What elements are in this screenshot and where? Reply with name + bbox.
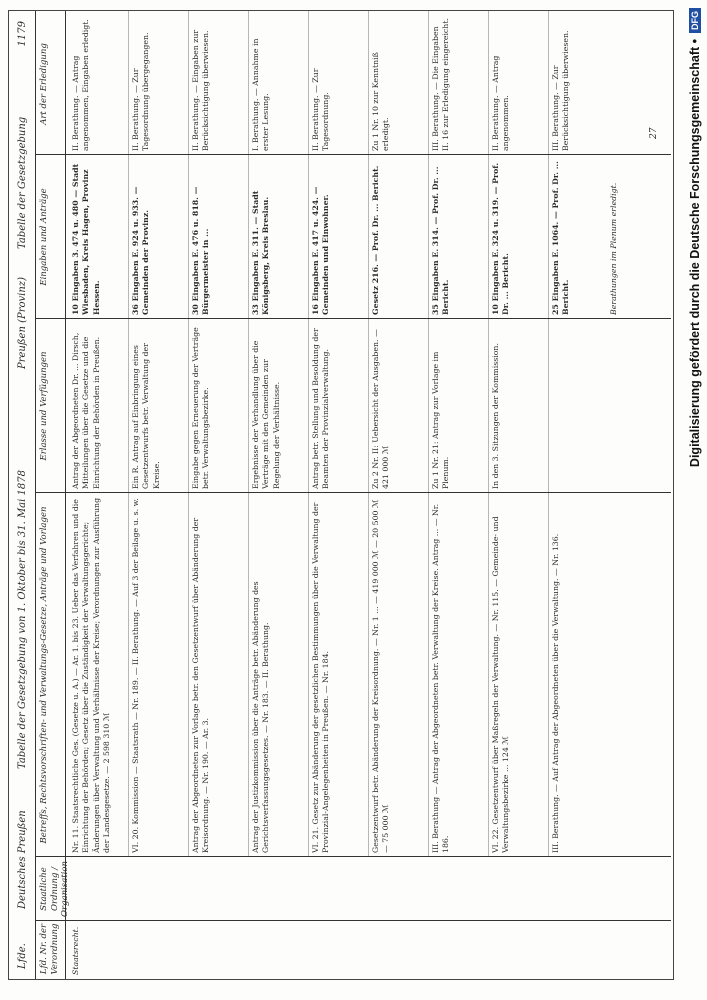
table-cell-c4: Antrag der Abgeordneten Dr. ... Dirsch, Mitteilungen über die Gesetze und die Einrichtung der Behörden in Preußen. — [71, 332, 101, 489]
table-cell-c4: In den 3. Sitzungen der Kommission. — [491, 343, 500, 489]
table-cell-c3: Antrag der Abgeordneten zur Vorlage betr. den Gesetzentwurf über Abänderung der Kreisordnung. — Nr. 190. — Ar. 3. — [191, 517, 211, 853]
col-head-6: Art der Erledigung — [39, 43, 49, 125]
header-state: Deutsches Preußen — [17, 810, 28, 909]
rule — [35, 11, 36, 979]
table-cell-c5: 36 Eingaben E. 924 u. 933. — Gemeinden der Provinz. — [131, 186, 151, 315]
table-cell-c4: Zu 2 Nr. II: Uebersicht der Ausgaben. — 421 000 ℳ — [371, 329, 391, 489]
page-number-bottom: 27 — [649, 127, 659, 139]
table-cell-c5: 16 Eingaben E. 417 u. 424. — Gemeinden und Einwohner. — [311, 186, 331, 315]
table-cell-c6: II. Berathung. — Zur Tagesordnung. — [311, 68, 331, 151]
row-rule — [548, 11, 549, 857]
header-left: Lfde. — [17, 943, 28, 969]
row-rule — [488, 11, 489, 857]
col-head-4: Erlasse und Verfügungen — [39, 351, 49, 461]
col-rule — [35, 920, 671, 921]
table-cell-c3: VI. 21. Gesetz zur Abänderung der gesetzlichen Bestimmungen über die Verwaltung der Provinzial-Angelegenheiten in Preußen. — Nr. 184. — [311, 502, 331, 853]
table-cell-c3: Antrag der Justizkommission über die Anträge betr. Abänderung des Gerichtsverfassungsgesetzes. — Nr. 183. — II. Berathung. — [251, 581, 271, 853]
table-cell-c6: II. Berathung. — Antrag angenommen, Eingaben erledigt. — [71, 19, 91, 151]
table-cell-c4: Zu 1 Nr. 21: Antrag zur Vorlage im Plenum. — [431, 351, 451, 489]
row-rule — [188, 11, 189, 857]
row-label: Staatsrecht. — [71, 926, 80, 975]
table-cell-c5: 10 Eingaben 3. 474 u. 480 — Stadt Wiesbaden, Kreis Hagen, Provinz Hessen. — [71, 163, 101, 315]
table-cell-c3: Gesetzentwurf betr. Abänderung der Kreisordnung. — Nr. 1 ... — 419 000 ℳ — 20 500 ℳ — 75 000 ℳ — [371, 499, 391, 853]
header-page: 1179 — [17, 21, 28, 47]
table-cell-c4: Antrag betr. Stellung und Besoldung der Beamten der Provinzialverwaltung. — [311, 328, 331, 489]
table-cell-c3: III. Berathung — Antrag der Abgeordneten betr. Verwaltung der Kreise. Antrag ... — Nr. 186. — [431, 503, 451, 853]
rule — [65, 11, 66, 979]
table-cell-c6: II. Berathung. — Zur Tagesordnung übergegangen. — [131, 32, 151, 151]
table-cell-c6: II. Berathung. — Antrag angenommen. — [491, 55, 511, 151]
row-rule — [428, 11, 429, 857]
table-cell-c4: Ein R. Antrag auf Einbringung eines Gesetzentwurfs betr. Verwaltung der Kreise. — [131, 343, 161, 489]
table-cell-c6: III. Berathung. — Zur Berücksichtigung überwiesen. — [551, 30, 571, 151]
table-cell-c6: Zu 1 Nr. 10 zur Kenntniß erledigt. — [371, 52, 391, 151]
header-title: Tabelle der Gesetzgebung von 1. Oktober bis 31. Mai 1878 — [17, 470, 28, 769]
table-cell-c5: Gesetz 216. — Prof. Dr. ... Bericht. — [371, 165, 380, 315]
table-cell-c3: VI. 20. Kommission — Staatsrath — Nr. 189. — II. Berathung. — Auf 3 der Beilage u. s. w. — [131, 498, 140, 853]
table-cell-c5: 10 Eingaben E. 324 u. 319. — Prof. Dr. ... Bericht. — [491, 162, 511, 315]
dfg-logo-icon: DFG — [689, 8, 701, 33]
table-header-line — [13, 21, 35, 969]
row-rule — [368, 11, 369, 857]
col-head-1: Lfd. Nr. der Verordnung — [39, 923, 60, 975]
dfg-watermark-text: Digitalisierung gefördert durch die Deutsche Forschungsgemeinschaft • — [688, 39, 702, 468]
row-rule — [248, 11, 249, 857]
dfg-watermark-band — [683, 0, 707, 1000]
table-frame — [8, 10, 674, 980]
dfg-watermark — [683, 0, 707, 1000]
table-cell-c3: III. Berathung. — Auf Antrag der Abgeordneten über die Verwaltung. — Nr. 136. — [551, 533, 560, 853]
row-rule — [128, 11, 129, 857]
footer-note: Berathungen im Plenum erledigt. — [609, 182, 618, 315]
header-mid: Preußen (Provinz) — [17, 277, 28, 369]
table-cell-c4 — [551, 323, 605, 489]
table-cell-c6: I. Berathung. — Annahme in erster Lesung. — [251, 38, 271, 151]
col-head-5: Eingaben und Anträge — [39, 188, 49, 286]
col-rule — [35, 492, 671, 493]
table-cell-c3: VI. 22. Gesetzentwurf über Maßregeln der Verwaltung. — Nr. 115. — Gemeinde- und Verwaltungsbezirke ... 124 ℳ — [491, 516, 511, 853]
table-cell-c3: Nr. 11. Staatsrechtliche Ges. (Gesetze u. A.) — Ar. 1. bis 23. Ueber das Verfahren und die Einrichtung der Behörden; Gesetz über die Zuständigkeit der Verwaltungsgerichte; Änderungen über Verwaltung und Verhältnisse der Kreise; Verordnungen zur Ausführung der Landesgesetze. — 2 598 310 ℳ — [71, 497, 111, 853]
col-head-2: Staatliche Ordnung / Organisation — [39, 861, 71, 917]
row-rule — [308, 11, 309, 857]
col-rule — [35, 154, 671, 155]
table-cell-c5: 33 Eingaben E. 311. — Stadt Königsberg, Kreis Breslau. — [251, 190, 271, 315]
table-cell-c5: 30 Eingaben E. 476 u. 818. — Bürgermeister in ... — [191, 186, 211, 315]
table-cell-c6: III. Berathung. — Die Eingaben II. 16 zur Erledigung eingereicht. — [431, 18, 451, 151]
col-rule — [35, 318, 671, 319]
col-rule — [35, 856, 671, 857]
table-cell-c4: Ergebnisse der Verhandlung über die Verträge mit den Gemeinden zur Regelung der Verhältnisse. — [251, 340, 281, 489]
table-cell-c6: II. Berathung. — Eingaben zur Berücksichtigung überwiesen. — [191, 29, 211, 151]
table-cell-c5: 35 Eingaben E. 314. — Prof. Dr. ... Bericht. — [431, 166, 451, 315]
header-right-title: Tabelle der Gesetzgebung — [17, 116, 28, 249]
table-cell-c5: 25 Eingaben E. 1064. — Prof. Dr. ... Bericht. — [551, 161, 571, 315]
col-head-3: Betreffs, Rechtsvorschriften- und Verwaltungs-Gesetze, Anträge und Vorlagen — [39, 506, 49, 844]
table-cell-c4: Eingabe gegen Erneuerung der Verträge betr. Verwaltungsbezirke. — [191, 327, 211, 489]
